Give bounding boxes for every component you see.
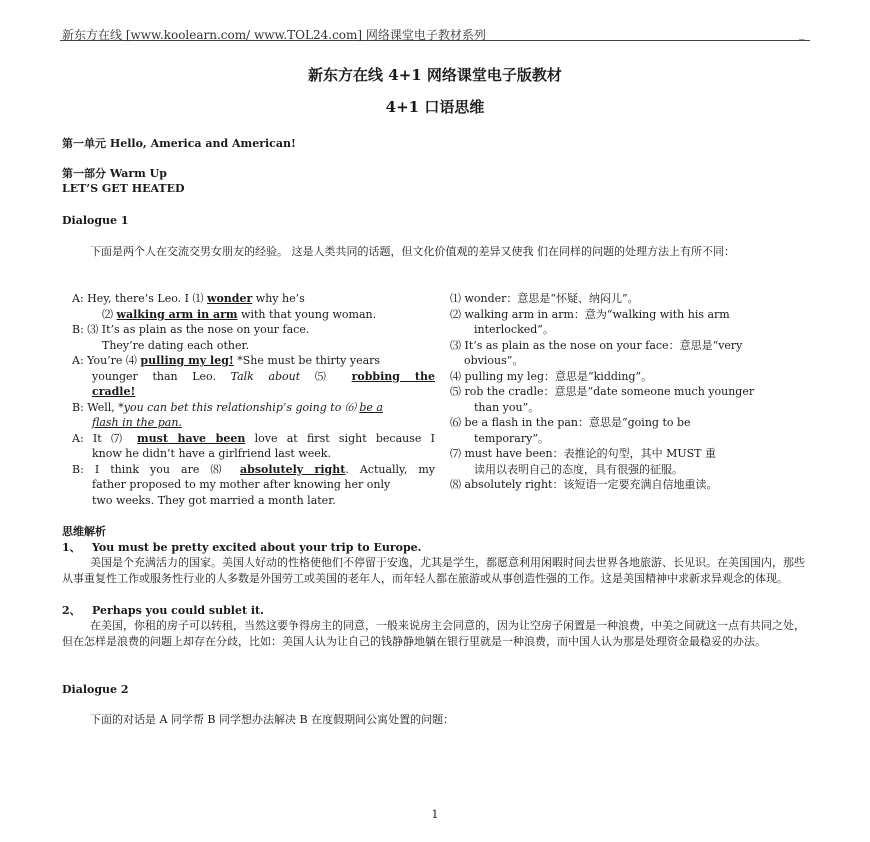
- dialogue1-notes: [450, 291, 806, 493]
- dialogue1-text: [72, 291, 435, 508]
- dialogue-line: They’re dating each other.: [102, 338, 250, 352]
- analysis-heading: 思维解析: [62, 525, 106, 538]
- running-header: 新东方在线 [www.koolearn.com/ www.TOL24.com] 网络课堂电子教材系列: [62, 28, 486, 42]
- dialogue-line: A: You’re ⑷ pulling my leg! *She must be thirty years: [72, 354, 381, 367]
- note-line: ⑺ must have been：表推论的句型，其中 MUST 重: [450, 447, 716, 460]
- note-line: ⑸ rob the cradle：意思是“date someone much younger: [450, 385, 755, 398]
- document-title: 新东方在线 4+1 网络课堂电子版教材: [308, 66, 562, 84]
- note-line: ⑵ walking arm in arm：意为“walking with his arm: [450, 307, 730, 321]
- phrase-must-have-been: must have been: [137, 431, 246, 445]
- note-line: temporary”。: [474, 431, 549, 445]
- phrase-flash-in-the-pan: be a: [359, 400, 383, 414]
- note-line: ⑻ absolutely right：该短语一定要充满自信地重读。: [450, 478, 718, 491]
- dialogue2-heading: Dialogue 2: [62, 683, 129, 696]
- document-subtitle: 4+1 口语思维: [385, 98, 485, 116]
- analysis-item-number: 2、: [62, 604, 81, 617]
- dialogue-line: cradle!: [92, 385, 136, 398]
- dialogue-line: know he didn’t have a girlfriend last week.: [92, 447, 331, 460]
- analysis-item-number: 1、: [62, 541, 81, 554]
- phrase-walking-arm-in-arm: walking arm in arm: [116, 307, 238, 321]
- unit-heading: 第一单元 Hello, America and American!: [62, 137, 296, 150]
- note-line: ⑷ pulling my leg：意思是“kidding”。: [450, 369, 653, 383]
- part-heading: 第一部分 Warm Up: [62, 167, 167, 180]
- analysis-item-body: 在美国，你租的房子可以转租，当然这要争得房主的同意，一般来说房主会同意的，因为让空房子闲置是一种浪费，中美之间就这一点有共同之处，但在怎样是浪费的问题上却存在分歧，比如：美国人认为让自己的钱静静地躺在银行里就是一种浪费，而中国人认为那是处理资金最稳妥的办法。: [62, 619, 805, 648]
- dialogue-line: flash in the pan.: [92, 416, 182, 429]
- phrase-pulling-my-leg: pulling my leg!: [140, 354, 234, 367]
- dialogue-line: father proposed to my mother after knowing her only: [92, 478, 391, 491]
- note-line: ⑴ wonder：意思是“怀疑、纳闷儿”。: [450, 292, 639, 305]
- dialogue1-heading: Dialogue 1: [62, 214, 129, 227]
- part-subheading: LET’S GET HEATED: [62, 182, 185, 195]
- note-line: obvious”。: [464, 354, 524, 367]
- header-corner-mark: _: [799, 27, 805, 40]
- dialogue-line: ⑵ walking arm in arm with that young woman.: [102, 307, 377, 321]
- header-rule: [60, 40, 810, 41]
- dialogue-line: two weeks. They got married a month later.: [92, 493, 336, 507]
- phrase-robbing-the-cradle: robbing the: [351, 369, 435, 383]
- page-number: 1: [431, 808, 439, 821]
- note-line: ⑹ be a flash in the pan：意思是“going to be: [450, 416, 691, 429]
- dialogue-line: B: I think you are ⑻ absolutely right. Actually, my: [72, 462, 436, 476]
- analysis-item-body: 美国是个充满活力的国家。美国人好动的性格使他们不停留于安逸，尤其是学生，都愿意利用闲暇时间去世界各地旅游、长见识。在美国国内，那些从事重复性工作或服务性行业的人多数是外国劳工或美国的老年人，而年轻人都在旅游或从事创造性强的工作。这是美国精神中求新求异观念的体现。: [62, 556, 805, 585]
- dialogue-line: B: ⑶ It’s as plain as the nose on your face.: [72, 323, 310, 336]
- phrase-wonder: wonder: [207, 292, 253, 305]
- analysis-item-title: You must be pretty excited about your trip to Europe.: [92, 541, 422, 554]
- phrase-absolutely-right: absolutely right: [240, 462, 346, 476]
- dialogue-line: A: It ⑺ must have been love at first sight because I: [72, 431, 436, 445]
- note-line: ⑶ It’s as plain as the nose on your face：意思是“very: [450, 338, 743, 352]
- dialogue1-intro: 下面是两个人在交流交男女朋友的经验。 这是人类共同的话题，但文化价值观的差异又使我 们在同样的问题的处理方法上有所不同：: [90, 245, 735, 258]
- note-line: 读用以表明自己的态度，具有很强的征服。: [474, 462, 683, 476]
- dialogue-line: younger than Leo. Talk about ⑸ robbing the: [92, 369, 435, 383]
- note-line: than you”。: [474, 400, 540, 414]
- dialogue-line: A: Hey, there’s Leo. I ⑴ wonder why he’s: [72, 292, 305, 305]
- dialogue2-intro: 下面的对话是 A 同学帮 B 同学想办法解决 B 在度假期间公寓处置的问题：: [90, 713, 455, 726]
- analysis-item-title: Perhaps you could sublet it.: [92, 604, 264, 617]
- dialogue-line: B: Well, *you can bet this relationship’s going to ⑹ be a: [72, 400, 383, 414]
- note-line: interlocked”。: [474, 323, 554, 336]
